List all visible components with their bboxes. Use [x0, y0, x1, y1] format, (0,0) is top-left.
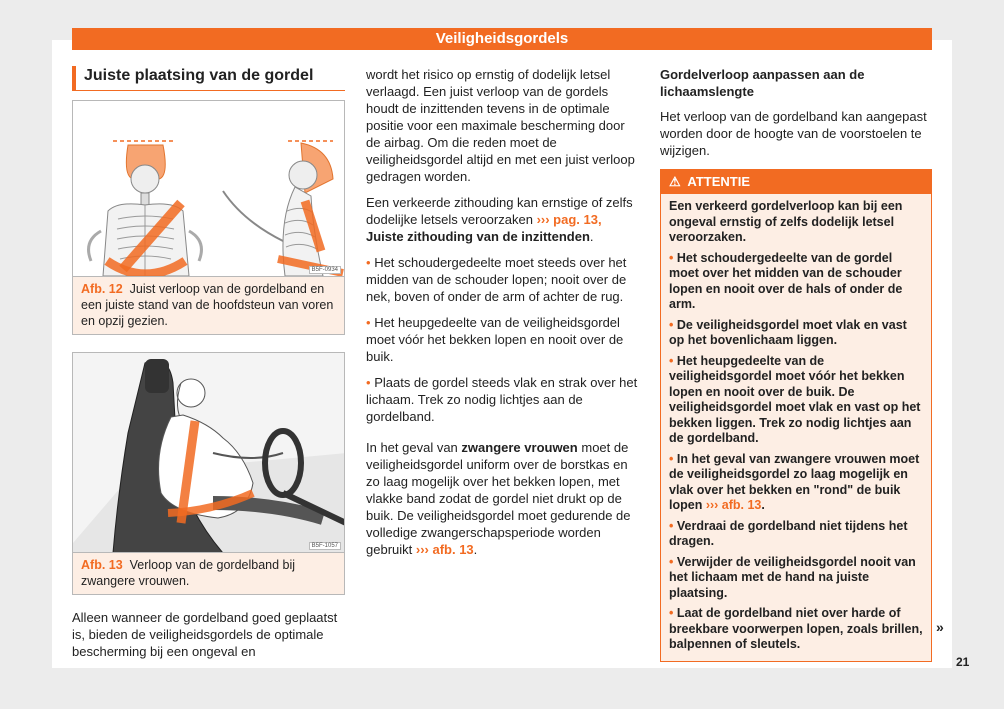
col1-body-text: Alleen wanneer de gordelband goed geplaatst is, bieden de veiligheidsgordels de optimale bescherming bij een ongeval en: [72, 610, 338, 659]
bullet-icon: •: [669, 606, 674, 620]
bullet-item: [366, 254, 638, 305]
bullet-icon: •: [366, 375, 371, 390]
section-title: Juiste plaatsing van de gordel: [72, 66, 345, 91]
bullet-icon: •: [366, 315, 371, 330]
seatbelt-front-side-illustration: [73, 101, 344, 277]
paragraph: wordt het risico op ernstig of dodelijk letsel verlaagd. Een juist verloop van de gordels houdt de inzittenden tevens in de optimale positie voor een maximale bescherming door de airbag. Om die reden moet de veiligheidsgordel altijd en met een juist verloop gedragen worden.: [366, 67, 635, 184]
warning-bullet: [669, 555, 923, 602]
warning-box: [660, 169, 932, 662]
warning-header: [661, 170, 931, 194]
figure-code: B5F-0934: [309, 266, 341, 274]
figure-reference-link[interactable]: ››› afb. 13: [415, 542, 474, 557]
punctuation: .: [761, 498, 765, 512]
pregnant-driver-illustration: [73, 353, 344, 553]
caption-text: Verloop van de gordelband bij zwangere vrouwen.: [81, 558, 296, 588]
chapter-header: Veiligheidsgordels: [72, 28, 932, 50]
warning-intro: Een verkeerd gordelverloop kan bij een ongeval ernstig of zelfs dodelijk letsel veroorzaken.: [669, 199, 903, 244]
bullet-text: Het schoudergedeelte van de gordel moet over het midden van de schouder lopen en nooit over de hals of onder de arm.: [669, 250, 903, 311]
bullet-text: Verwijder de veiligheidsgordel nooit van het lichaam met de hand na juiste plaatsing.: [669, 554, 916, 600]
column-3: [660, 66, 932, 662]
figure-13-illustration: [73, 353, 344, 553]
bullet-text: Het heupgedeelte van de veiligheidsgordel moet vóór het bekken lopen en nooit over de buik.: [366, 315, 624, 364]
paragraph: Het verloop van de gordelband kan aangepast worden door de hoogte van de voorstoelen te wijzigen.: [660, 109, 927, 158]
page-number: 21: [956, 655, 970, 669]
warning-bullet: [669, 519, 923, 550]
punctuation: .: [473, 542, 478, 557]
figure-label: Afb. 12: [81, 282, 123, 296]
bullet-text: Het heupgedeelte van de veiligheidsgordel moet vóór het bekken lopen en nooit over de buik. De veiligheidsgordel moet vlak en vast op het bekken liggen. Trek zo nodig lichtjes aan de gordelband.: [669, 353, 921, 445]
warning-bullet: [669, 452, 923, 514]
subheading: Gordelverloop aanpassen aan de lichaamslengte: [660, 67, 865, 99]
bullet-icon: •: [669, 353, 674, 368]
paragraph: [366, 194, 638, 245]
bullet-text: In het geval van zwangere vrouwen moet de veiligheidsgordel zo laag mogelijk en vlak over het bekken en "rond" de buik lopen: [669, 451, 920, 512]
paragraph-text: Een verkeerde zithouding kan ernstige of zelfs dodelijke letsels veroorzaken: [366, 195, 633, 227]
bullet-icon: •: [366, 255, 371, 270]
page-reference-link[interactable]: ››› pag. 13,: [536, 212, 602, 227]
bullet-item: [366, 374, 638, 425]
warning-bullet: [669, 606, 923, 653]
paragraph-text: moet de veiligheidsgordel uniform over de borstkas en zo laag mogelijk over het bekken lopen, met vlakke band zodat de gordel niet drukt op de buik. De veiligheidsgordel moet gedurende de volledige zwangerschapsperiode worden gebruikt: [366, 440, 631, 557]
warning-bullet: [669, 318, 923, 349]
bullet-text: De veiligheidsgordel moet vlak en vast op het bovenlichaam liggen.: [669, 317, 907, 347]
warning-triangle-icon: ⚠: [669, 174, 681, 189]
warning-title: ATTENTIE: [687, 174, 750, 189]
figure-label: Afb. 13: [81, 558, 123, 572]
figure-code: B5F-1057: [309, 542, 341, 550]
caption-text: Juist verloop van de gordelband en een juiste stand van de hoofdsteun van voren en opzij gezien.: [81, 282, 334, 328]
figure-13: [72, 352, 345, 595]
figure-12-caption: [73, 277, 344, 334]
emphasis: zwangere vrouwen: [461, 440, 578, 455]
bullet-icon: •: [669, 451, 674, 466]
bullet-text: Plaats de gordel steeds vlak en strak over het lichaam. Trek zo nodig lichtjes aan de gordelband.: [366, 375, 638, 424]
punctuation: .: [589, 229, 594, 244]
warning-bullet: [669, 251, 923, 313]
column-1: [72, 66, 345, 660]
figure-12: [72, 100, 345, 335]
bullet-icon: •: [669, 554, 674, 569]
bullet-icon: •: [669, 518, 674, 533]
bullet-text: Verdraai de gordelband niet tijdens het dragen.: [669, 518, 908, 548]
continue-arrow-icon: »: [936, 619, 944, 635]
bullet-icon: •: [669, 250, 674, 265]
figure-reference-link[interactable]: ››› afb. 13: [705, 498, 762, 512]
paragraph: [366, 439, 638, 558]
warning-body: [661, 194, 931, 661]
bullet-item: [366, 314, 638, 365]
bullet-text: Het schoudergedeelte moet steeds over het midden van de schouder lopen; nooit over de nek, boven of onder de arm of achter de rug.: [366, 255, 627, 304]
paragraph-text: In het geval van: [366, 440, 458, 455]
figure-13-caption: [73, 553, 344, 594]
column-2: [366, 66, 638, 567]
reference-title: Juiste zithouding van de inzittenden: [366, 229, 590, 244]
bullet-text: Laat de gordelband niet over harde of breekbare voorwerpen lopen, zoals brillen, balpennen of sleutels.: [669, 606, 923, 651]
warning-bullet: [669, 354, 923, 447]
bullet-icon: •: [669, 317, 674, 332]
figure-12-illustration: [73, 101, 344, 277]
